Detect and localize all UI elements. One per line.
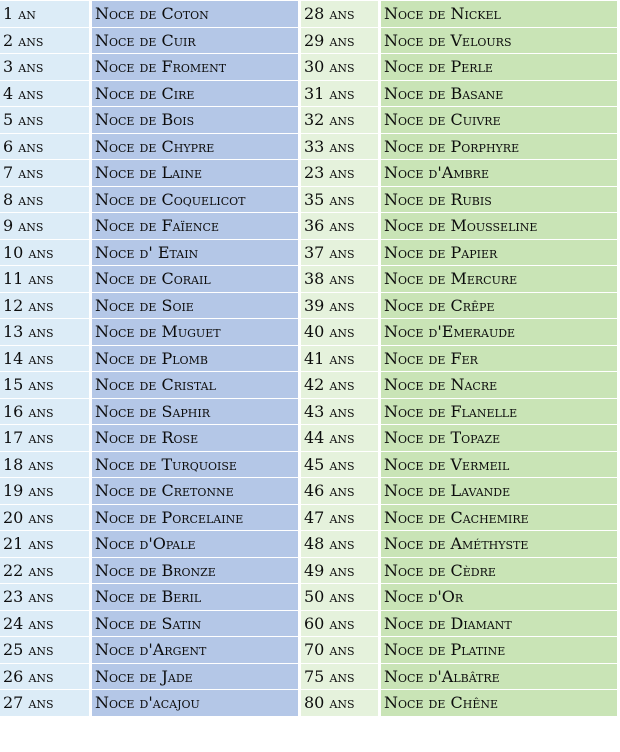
anniversary-name-cell-right: Noce de Perle bbox=[380, 54, 618, 81]
anniversary-name-cell-left: Noce de Saphir bbox=[91, 398, 300, 425]
table-row bbox=[0, 27, 617, 54]
years-cell-left: 7 ans bbox=[0, 160, 91, 187]
years-cell-right: 46 ans bbox=[300, 478, 380, 505]
years-cell-left: 2 ans bbox=[0, 27, 91, 54]
anniversary-name-cell-right: Noce de Fer bbox=[380, 345, 618, 372]
anniversary-name-cell-left: Noce de Soie bbox=[91, 292, 300, 319]
years-cell-right: 33 ans bbox=[300, 133, 380, 160]
table-row bbox=[0, 345, 617, 372]
years-cell-right: 43 ans bbox=[300, 398, 380, 425]
years-cell-right: 36 ans bbox=[300, 213, 380, 240]
years-cell-right: 42 ans bbox=[300, 372, 380, 399]
years-cell-right: 37 ans bbox=[300, 239, 380, 266]
years-cell-right: 80 ans bbox=[300, 690, 380, 717]
years-cell-left: 24 ans bbox=[0, 610, 91, 637]
table-row bbox=[0, 372, 617, 399]
years-cell-right: 28 ans bbox=[300, 1, 380, 27]
table-row bbox=[0, 160, 617, 187]
anniversary-name-cell-right: Noce de Nickel bbox=[380, 1, 618, 27]
years-cell-right: 47 ans bbox=[300, 504, 380, 531]
anniversary-name-cell-right: Noce de Porphyre bbox=[380, 133, 618, 160]
table-row bbox=[0, 690, 617, 717]
anniversary-name-cell-right: Noce de Flanelle bbox=[380, 398, 618, 425]
years-cell-left: 26 ans bbox=[0, 663, 91, 690]
anniversary-name-cell-right: Noce de Améthyste bbox=[380, 531, 618, 558]
anniversary-name-cell-left: Noce de Coton bbox=[91, 1, 300, 27]
years-cell-right: 30 ans bbox=[300, 54, 380, 81]
anniversary-name-cell-right: Noce de Vermeil bbox=[380, 451, 618, 478]
years-cell-left: 12 ans bbox=[0, 292, 91, 319]
years-cell-right: 39 ans bbox=[300, 292, 380, 319]
years-cell-right: 49 ans bbox=[300, 557, 380, 584]
anniversary-name-cell-left: Noce de Cire bbox=[91, 80, 300, 107]
anniversary-name-cell-left: Noce de Jade bbox=[91, 663, 300, 690]
anniversary-name-cell-right: Noce de Nacre bbox=[380, 372, 618, 399]
anniversary-name-cell-right: Noce de Topaze bbox=[380, 425, 618, 452]
table-row bbox=[0, 610, 617, 637]
anniversary-name-cell-right: Noce de Diamant bbox=[380, 610, 618, 637]
table-row bbox=[0, 80, 617, 107]
table-row bbox=[0, 425, 617, 452]
anniversary-name-cell-left: Noce de Turquoise bbox=[91, 451, 300, 478]
anniversary-name-cell-left: Noce de Corail bbox=[91, 266, 300, 293]
years-cell-left: 6 ans bbox=[0, 133, 91, 160]
years-cell-right: 75 ans bbox=[300, 663, 380, 690]
anniversary-name-cell-left: Noce d'acajou bbox=[91, 690, 300, 717]
table-row bbox=[0, 478, 617, 505]
years-cell-left: 25 ans bbox=[0, 637, 91, 664]
anniversary-name-cell-left: Noce de Chypre bbox=[91, 133, 300, 160]
years-cell-right: 38 ans bbox=[300, 266, 380, 293]
table-row bbox=[0, 451, 617, 478]
years-cell-right: 70 ans bbox=[300, 637, 380, 664]
anniversary-name-cell-left: Noce de Beril bbox=[91, 584, 300, 611]
years-cell-left: 19 ans bbox=[0, 478, 91, 505]
years-cell-left: 20 ans bbox=[0, 504, 91, 531]
years-cell-left: 10 ans bbox=[0, 239, 91, 266]
anniversary-name-cell-left: Noce de Bois bbox=[91, 107, 300, 134]
anniversary-name-cell-right: Noce de Lavande bbox=[380, 478, 618, 505]
anniversary-name-cell-right: Noce de Crêpe bbox=[380, 292, 618, 319]
anniversary-name-cell-left: Noce de Faïence bbox=[91, 213, 300, 240]
anniversary-name-cell-right: Noce de Cachemire bbox=[380, 504, 618, 531]
years-cell-left: 17 ans bbox=[0, 425, 91, 452]
years-cell-right: 35 ans bbox=[300, 186, 380, 213]
years-cell-right: 29 ans bbox=[300, 27, 380, 54]
table-row bbox=[0, 239, 617, 266]
years-cell-right: 40 ans bbox=[300, 319, 380, 346]
anniversary-name-cell-right: Noce de Basane bbox=[380, 80, 618, 107]
table-row bbox=[0, 663, 617, 690]
anniversary-name-cell-left: Noce de Porcelaine bbox=[91, 504, 300, 531]
table-row bbox=[0, 504, 617, 531]
anniversary-name-cell-right: Noce de Mousseline bbox=[380, 213, 618, 240]
table-row bbox=[0, 398, 617, 425]
table-row bbox=[0, 133, 617, 160]
years-cell-right: 41 ans bbox=[300, 345, 380, 372]
anniversary-name-cell-left: Noce d' Etain bbox=[91, 239, 300, 266]
table-row bbox=[0, 292, 617, 319]
table-row bbox=[0, 213, 617, 240]
anniversary-name-cell-right: Noce de Rubis bbox=[380, 186, 618, 213]
anniversary-name-cell-left: Noce de Laine bbox=[91, 160, 300, 187]
anniversary-name-cell-right: Noce de Cuivre bbox=[380, 107, 618, 134]
anniversary-name-cell-right: Noce d'Or bbox=[380, 584, 618, 611]
years-cell-left: 22 ans bbox=[0, 557, 91, 584]
anniversary-name-cell-left: Noce de Plomb bbox=[91, 345, 300, 372]
table-row bbox=[0, 531, 617, 558]
years-cell-left: 3 ans bbox=[0, 54, 91, 81]
table-row bbox=[0, 54, 617, 81]
table-row bbox=[0, 557, 617, 584]
years-cell-left: 5 ans bbox=[0, 107, 91, 134]
years-cell-left: 18 ans bbox=[0, 451, 91, 478]
years-cell-left: 1 an bbox=[0, 1, 91, 27]
table-row bbox=[0, 637, 617, 664]
anniversary-name-cell-right: Noce d'Albâtre bbox=[380, 663, 618, 690]
years-cell-right: 45 ans bbox=[300, 451, 380, 478]
anniversary-name-cell-left: Noce de Rose bbox=[91, 425, 300, 452]
wedding-anniversary-table bbox=[0, 1, 617, 717]
years-cell-left: 16 ans bbox=[0, 398, 91, 425]
years-cell-left: 8 ans bbox=[0, 186, 91, 213]
years-cell-right: 48 ans bbox=[300, 531, 380, 558]
anniversary-name-cell-right: Noce de Platine bbox=[380, 637, 618, 664]
anniversary-name-cell-right: Noce de Velours bbox=[380, 27, 618, 54]
years-cell-left: 23 ans bbox=[0, 584, 91, 611]
table-row bbox=[0, 319, 617, 346]
table-row bbox=[0, 107, 617, 134]
table-row bbox=[0, 584, 617, 611]
anniversary-name-cell-right: Noce d'Emeraude bbox=[380, 319, 618, 346]
anniversary-name-cell-left: Noce de Cristal bbox=[91, 372, 300, 399]
years-cell-left: 15 ans bbox=[0, 372, 91, 399]
years-cell-right: 44 ans bbox=[300, 425, 380, 452]
table-row bbox=[0, 1, 617, 27]
years-cell-left: 14 ans bbox=[0, 345, 91, 372]
anniversary-name-cell-left: Noce d'Argent bbox=[91, 637, 300, 664]
years-cell-right: 23 ans bbox=[300, 160, 380, 187]
anniversary-name-cell-left: Noce d'Opale bbox=[91, 531, 300, 558]
years-cell-left: 9 ans bbox=[0, 213, 91, 240]
anniversary-name-cell-left: Noce de Muguet bbox=[91, 319, 300, 346]
anniversary-name-cell-left: Noce de Coquelicot bbox=[91, 186, 300, 213]
anniversary-name-cell-right: Noce de Cèdre bbox=[380, 557, 618, 584]
anniversary-name-cell-right: Noce de Papier bbox=[380, 239, 618, 266]
table-row bbox=[0, 266, 617, 293]
years-cell-right: 31 ans bbox=[300, 80, 380, 107]
years-cell-right: 32 ans bbox=[300, 107, 380, 134]
anniversary-name-cell-right: Noce d'Ambre bbox=[380, 160, 618, 187]
table-row bbox=[0, 186, 617, 213]
years-cell-left: 4 ans bbox=[0, 80, 91, 107]
years-cell-left: 13 ans bbox=[0, 319, 91, 346]
anniversary-name-cell-left: Noce de Bronze bbox=[91, 557, 300, 584]
anniversary-name-cell-left: Noce de Cuir bbox=[91, 27, 300, 54]
anniversary-name-cell-left: Noce de Cretonne bbox=[91, 478, 300, 505]
anniversary-name-cell-right: Noce de Mercure bbox=[380, 266, 618, 293]
years-cell-left: 27 ans bbox=[0, 690, 91, 717]
anniversary-name-cell-right: Noce de Chêne bbox=[380, 690, 618, 717]
anniversary-name-cell-left: Noce de Satin bbox=[91, 610, 300, 637]
years-cell-left: 11 ans bbox=[0, 266, 91, 293]
years-cell-left: 21 ans bbox=[0, 531, 91, 558]
years-cell-right: 50 ans bbox=[300, 584, 380, 611]
table-body bbox=[0, 1, 617, 716]
years-cell-right: 60 ans bbox=[300, 610, 380, 637]
anniversary-name-cell-left: Noce de Froment bbox=[91, 54, 300, 81]
